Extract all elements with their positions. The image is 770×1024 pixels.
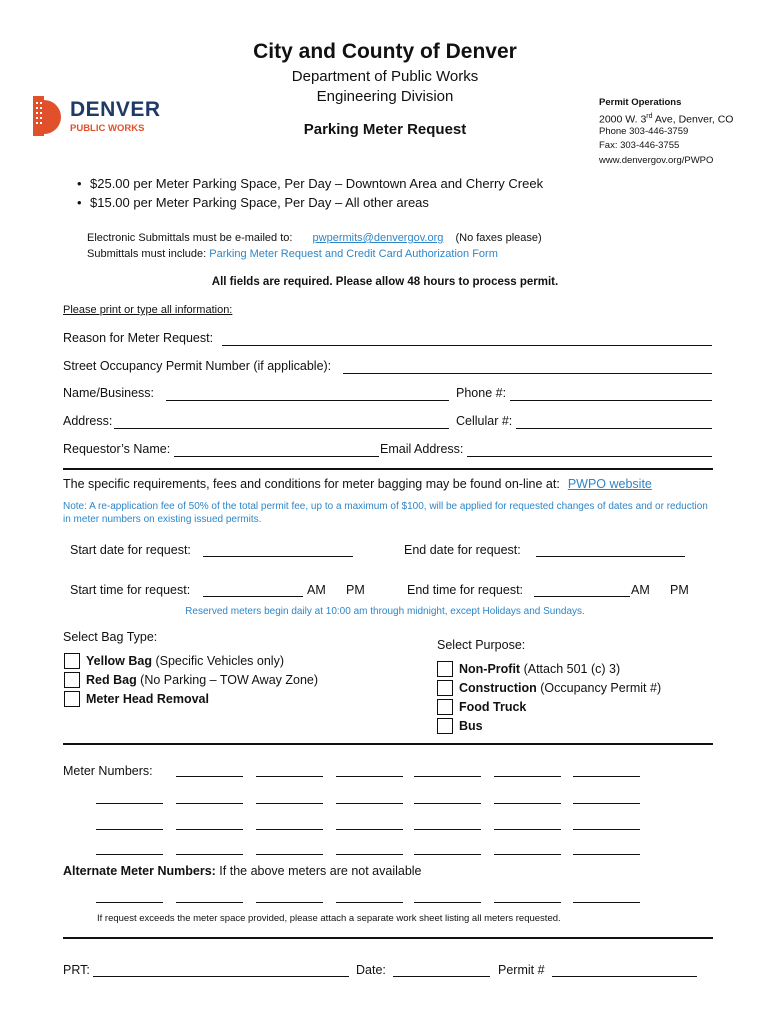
department-name: Department of Public Works [291, 68, 479, 85]
meter-number-input[interactable] [256, 854, 323, 855]
meter-number-input[interactable] [494, 854, 561, 855]
meter-head-removal-checkbox[interactable] [64, 691, 80, 707]
meter-number-input[interactable] [256, 829, 323, 830]
meter-number-input[interactable] [96, 854, 163, 855]
fee-downtown: • $25.00 per Meter Parking Space, Per Day – Downtown Area and Cherry Creek [90, 176, 543, 191]
name-label: Name/Business: [63, 386, 155, 400]
meter-number-input[interactable] [176, 854, 243, 855]
non-profit-label: Non-Profit (Attach 501 (c) 3) [459, 662, 621, 676]
permit-ops-website: www.denvergov.org/PWPO [599, 155, 714, 166]
start-date-label: Start date for request: [70, 543, 191, 557]
non-profit-checkbox[interactable] [437, 661, 453, 677]
bus-label: Bus [459, 719, 483, 733]
email-submittal-label: Electronic Submittals must be e-mailed to: [87, 232, 293, 244]
purpose-heading: Select Purpose: [437, 638, 526, 652]
section-divider [63, 937, 713, 939]
email-submittal-line [87, 232, 542, 244]
alternate-meter-number-input[interactable] [336, 902, 403, 903]
end-date-label: End date for request: [404, 543, 521, 557]
meter-overflow-note: If request exceeds the meter space provided, please attach a separate work sheet listing all meters requested. [97, 913, 561, 924]
food-truck-label: Food Truck [459, 700, 527, 714]
permit-number-label: Permit # [498, 963, 545, 977]
phone-label: Phone #: [456, 386, 507, 400]
address-input[interactable] [114, 428, 449, 429]
meter-number-input[interactable] [256, 803, 323, 804]
email-label: Email Address: [380, 442, 464, 456]
cellular-label: Cellular #: [456, 414, 513, 428]
end-time-am[interactable]: AM [631, 583, 650, 597]
red-bag-label: Red Bag (No Parking – TOW Away Zone) [86, 673, 319, 687]
bag-type-heading: Select Bag Type: [63, 630, 158, 644]
red-bag-checkbox[interactable] [64, 672, 80, 688]
meter-number-input[interactable] [414, 803, 481, 804]
reapplication-note: Note: A re-application fee of 50% of the total permit fee, up to a maximum of $100, will be applied for requested changes of dates and or reduction in meter numbers on existing issued permits. [63, 501, 708, 525]
meter-numbers-label: Meter Numbers: [63, 764, 153, 778]
meter-number-input[interactable] [573, 854, 640, 855]
meter-number-input[interactable] [494, 829, 561, 830]
end-time-label: End time for request: [407, 583, 524, 597]
print-note: Please print or type all information: [63, 304, 233, 316]
submittal-include-line [87, 248, 498, 260]
food-truck-checkbox[interactable] [437, 699, 453, 715]
reserved-note: Reserved meters begin daily at 10:00 am through midnight, except Holidays and Sundays. [185, 606, 585, 617]
prt-label: PRT: [63, 963, 90, 977]
start-time-label: Start time for request: [70, 583, 191, 597]
address-label: Address: [63, 414, 113, 428]
meter-number-input[interactable] [573, 829, 640, 830]
denver-logo [30, 96, 180, 136]
meter-number-input[interactable] [414, 854, 481, 855]
name-input[interactable] [166, 400, 449, 401]
meter-number-input[interactable] [336, 803, 403, 804]
logo-sub: PUBLIC WORKS [70, 123, 145, 134]
start-time-input[interactable] [203, 596, 303, 597]
permit-ops-heading: Permit Operations [599, 97, 682, 108]
reason-label: Reason for Meter Request: [63, 331, 214, 345]
pwpo-website-link[interactable]: PWPO website [567, 477, 652, 491]
alternate-meter-number-input[interactable] [414, 902, 481, 903]
start-date-input[interactable] [203, 556, 353, 557]
alternate-meter-number-input[interactable] [256, 902, 323, 903]
section-divider [63, 743, 713, 745]
permit-number-input[interactable] [552, 976, 697, 977]
footer-date-label: Date: [356, 963, 386, 977]
email-input[interactable] [467, 456, 712, 457]
permit-ops-address: 2000 W. 3rd Ave, Denver, CO [599, 113, 734, 126]
start-time-pm[interactable]: PM [346, 583, 365, 597]
alternate-meter-number-input[interactable] [494, 902, 561, 903]
alternate-meter-number-input[interactable] [176, 902, 243, 903]
construction-checkbox[interactable] [437, 680, 453, 696]
permit-ops-fax: Fax: 303-446-3755 [599, 140, 680, 151]
meter-number-input[interactable] [176, 829, 243, 830]
cellular-input[interactable] [516, 428, 712, 429]
meter-number-input[interactable] [573, 776, 640, 777]
meter-number-input[interactable] [96, 803, 163, 804]
meter-number-input[interactable] [414, 776, 481, 777]
meter-number-input[interactable] [494, 776, 561, 777]
meter-number-input[interactable] [494, 803, 561, 804]
construction-label: Construction (Occupancy Permit #) [459, 681, 662, 695]
meter-head-removal-label: Meter Head Removal [86, 692, 209, 706]
end-date-input[interactable] [536, 556, 685, 557]
prt-input[interactable] [93, 976, 349, 977]
alternate-meter-number-input[interactable] [96, 902, 163, 903]
division-name: Engineering Division [316, 88, 454, 105]
street-permit-label: Street Occupancy Permit Number (if applicable): [63, 359, 332, 373]
meter-number-input[interactable] [336, 854, 403, 855]
meter-number-input[interactable] [96, 829, 163, 830]
fee-other: • $15.00 per Meter Parking Space, Per Day – All other areas [90, 195, 429, 210]
logo-word: DENVER [70, 98, 161, 121]
meter-number-input[interactable] [176, 803, 243, 804]
phone-input[interactable] [510, 400, 712, 401]
reason-input[interactable] [222, 345, 712, 346]
bus-checkbox[interactable] [437, 718, 453, 734]
form-title: Parking Meter Request [303, 121, 467, 138]
requirements-text: The specific requirements, fees and conditions for meter bagging may be found on-line at: PWPO website [63, 477, 652, 491]
end-time-input[interactable] [534, 596, 630, 597]
meter-number-input[interactable] [336, 776, 403, 777]
meter-number-input[interactable] [176, 776, 243, 777]
footer-date-input[interactable] [393, 976, 490, 977]
meter-number-input[interactable] [414, 829, 481, 830]
section-divider [63, 468, 713, 470]
submittal-include-value: Parking Meter Request and Credit Card Authorization Form [209, 248, 498, 260]
yellow-bag-label: Yellow Bag (Specific Vehicles only) [86, 654, 285, 668]
meter-number-input[interactable] [336, 829, 403, 830]
submittal-email-link[interactable]: pwpermits@denvergov.org [312, 232, 444, 244]
yellow-bag-checkbox[interactable] [64, 653, 80, 669]
meter-number-input[interactable] [256, 776, 323, 777]
alternate-meters-label: Alternate Meter Numbers: If the above meters are not available [63, 864, 422, 878]
page-title: City and County of Denver [253, 40, 517, 63]
start-time-am[interactable]: AM [307, 583, 326, 597]
permit-ops-phone: Phone 303-446-3759 [599, 126, 689, 137]
no-fax-note: (No faxes please) [455, 232, 542, 244]
meter-number-input[interactable] [573, 803, 640, 804]
requestor-input[interactable] [174, 456, 379, 457]
submittal-include-label: Submittals must include: [87, 248, 207, 260]
alternate-meter-number-input[interactable] [573, 902, 640, 903]
required-note: All fields are required. Please allow 48 hours to process permit. [211, 276, 559, 288]
requestor-label: Requestor’s Name: [63, 442, 171, 456]
street-permit-input[interactable] [343, 373, 712, 374]
denver-logo-icon [30, 96, 70, 136]
end-time-pm[interactable]: PM [670, 583, 689, 597]
